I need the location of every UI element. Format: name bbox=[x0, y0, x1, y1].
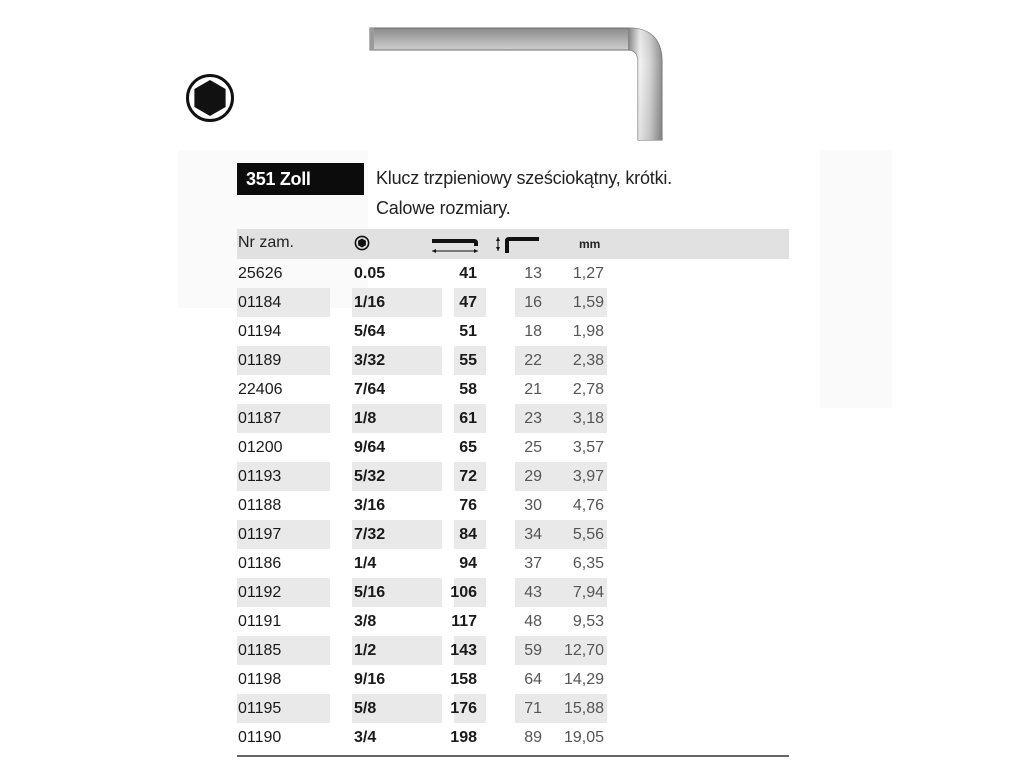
cell-inch-size: 3/16 bbox=[354, 497, 386, 514]
cell-order-number: 01188 bbox=[238, 497, 282, 514]
cell-order-number: 01193 bbox=[238, 468, 282, 485]
cell-short-arm-length: 34 bbox=[524, 526, 542, 543]
cell-inch-size: 3/4 bbox=[354, 729, 377, 746]
cell-short-arm-length: 48 bbox=[524, 613, 542, 630]
cell-order-number: 25626 bbox=[238, 265, 283, 282]
cell-long-arm-length: 158 bbox=[450, 671, 477, 688]
cell-short-arm-length: 64 bbox=[524, 671, 542, 688]
cell-inch-size: 5/8 bbox=[354, 700, 377, 717]
cell-mm-size: 3,18 bbox=[572, 410, 604, 427]
hex-socket-icon bbox=[185, 73, 235, 123]
cell-short-arm-length: 25 bbox=[524, 439, 542, 456]
cell-long-arm-length: 106 bbox=[450, 584, 477, 601]
cell-mm-size: 2,38 bbox=[572, 352, 604, 369]
table-row bbox=[237, 694, 789, 723]
cell-short-arm-length: 71 bbox=[524, 700, 542, 717]
cell-inch-size: 1/8 bbox=[354, 410, 377, 427]
cell-inch-size: 1/2 bbox=[354, 642, 377, 659]
short-arm-length-icon bbox=[495, 233, 541, 260]
cell-inch-size: 3/8 bbox=[354, 613, 377, 630]
table-row bbox=[237, 317, 789, 346]
table-row bbox=[237, 665, 789, 694]
cell-mm-size: 1,59 bbox=[572, 294, 604, 311]
cell-long-arm-length: 176 bbox=[450, 700, 477, 717]
table-row bbox=[237, 636, 789, 665]
table-row bbox=[237, 549, 789, 578]
table-row bbox=[237, 462, 789, 491]
cell-long-arm-length: 61 bbox=[459, 410, 477, 427]
cell-inch-size: 9/16 bbox=[354, 671, 386, 688]
cell-short-arm-length: 89 bbox=[524, 729, 542, 746]
cell-order-number: 22406 bbox=[238, 381, 283, 398]
cell-inch-size: 1/4 bbox=[354, 555, 377, 572]
cell-inch-size: 5/64 bbox=[354, 323, 386, 340]
cell-short-arm-length: 21 bbox=[524, 381, 542, 398]
cell-mm-size: 5,56 bbox=[572, 526, 604, 543]
header-mm: mm bbox=[579, 237, 601, 251]
table-row bbox=[237, 578, 789, 607]
table-row bbox=[237, 520, 789, 549]
cell-order-number: 01194 bbox=[238, 323, 282, 340]
cell-mm-size: 6,35 bbox=[572, 555, 604, 572]
cell-long-arm-length: 65 bbox=[459, 439, 477, 456]
table-body bbox=[237, 259, 789, 752]
table-bottom-rule bbox=[237, 755, 789, 757]
cell-short-arm-length: 43 bbox=[524, 584, 542, 601]
cell-long-arm-length: 117 bbox=[451, 613, 477, 630]
cell-long-arm-length: 143 bbox=[450, 642, 477, 659]
table-row bbox=[237, 491, 789, 520]
cell-order-number: 01200 bbox=[238, 439, 283, 456]
cell-order-number: 01189 bbox=[238, 352, 282, 369]
product-description: Klucz trzpieniowy sześciokątny, krótki. bbox=[376, 168, 672, 188]
cell-order-number: 01198 bbox=[238, 671, 282, 688]
cell-mm-size: 12,70 bbox=[563, 642, 604, 659]
cell-mm-size: 1,98 bbox=[572, 323, 604, 340]
cell-short-arm-length: 30 bbox=[524, 497, 542, 514]
table-row bbox=[237, 607, 789, 636]
cell-inch-size: 5/16 bbox=[354, 584, 386, 601]
cell-order-number: 01191 bbox=[238, 613, 282, 630]
cell-long-arm-length: 76 bbox=[459, 497, 477, 514]
table-row bbox=[237, 288, 789, 317]
cell-long-arm-length: 41 bbox=[459, 265, 477, 282]
hex-size-icon bbox=[354, 235, 370, 256]
cell-mm-size: 1,27 bbox=[572, 265, 604, 282]
cell-mm-size: 4,76 bbox=[572, 497, 604, 514]
product-code-badge: 351 Zoll bbox=[237, 163, 364, 195]
cell-mm-size: 7,94 bbox=[572, 584, 604, 601]
cell-order-number: 01192 bbox=[238, 584, 282, 601]
cell-mm-size: 3,57 bbox=[572, 439, 604, 456]
cell-long-arm-length: 198 bbox=[450, 729, 477, 746]
cell-short-arm-length: 16 bbox=[524, 294, 542, 311]
cell-inch-size: 7/64 bbox=[354, 381, 386, 398]
table-row bbox=[237, 375, 789, 404]
cell-long-arm-length: 47 bbox=[459, 294, 477, 311]
header-order-number: Nr zam. bbox=[238, 234, 294, 251]
cell-short-arm-length: 37 bbox=[524, 555, 542, 572]
cell-short-arm-length: 13 bbox=[524, 265, 542, 282]
cell-mm-size: 9,53 bbox=[572, 613, 604, 630]
cell-mm-size: 2,78 bbox=[572, 381, 604, 398]
cell-order-number: 01187 bbox=[238, 410, 282, 427]
cell-long-arm-length: 94 bbox=[459, 555, 477, 572]
cell-order-number: 01184 bbox=[238, 294, 282, 311]
cell-short-arm-length: 23 bbox=[524, 410, 542, 427]
table-row bbox=[237, 404, 789, 433]
product-size-note: Calowe rozmiary. bbox=[376, 198, 511, 218]
hex-key-illustration bbox=[366, 12, 676, 152]
cell-order-number: 01186 bbox=[238, 555, 282, 572]
cell-order-number: 01190 bbox=[238, 729, 282, 746]
cell-order-number: 01195 bbox=[238, 700, 282, 717]
table-row bbox=[237, 723, 789, 752]
long-arm-length-icon bbox=[430, 235, 482, 260]
cell-mm-size: 3,97 bbox=[572, 468, 604, 485]
table-header bbox=[237, 229, 789, 259]
table-row bbox=[237, 346, 789, 375]
cell-inch-size: 9/64 bbox=[354, 439, 386, 456]
spec-table bbox=[237, 229, 789, 757]
cell-short-arm-length: 18 bbox=[524, 323, 542, 340]
cell-order-number: 01197 bbox=[238, 526, 282, 543]
cell-short-arm-length: 59 bbox=[524, 642, 542, 659]
background-panel-right bbox=[820, 150, 892, 408]
cell-long-arm-length: 58 bbox=[459, 381, 477, 398]
cell-long-arm-length: 84 bbox=[459, 526, 477, 543]
cell-long-arm-length: 72 bbox=[459, 468, 477, 485]
cell-long-arm-length: 55 bbox=[459, 352, 477, 369]
cell-inch-size: 7/32 bbox=[354, 526, 386, 543]
table-row bbox=[237, 259, 789, 288]
cell-mm-size: 19,05 bbox=[563, 729, 604, 746]
cell-order-number: 01185 bbox=[238, 642, 282, 659]
table-row bbox=[237, 433, 789, 462]
cell-inch-size: 1/16 bbox=[354, 294, 386, 311]
cell-inch-size: 0.05 bbox=[354, 265, 386, 282]
cell-short-arm-length: 29 bbox=[524, 468, 542, 485]
cell-long-arm-length: 51 bbox=[459, 323, 477, 340]
cell-mm-size: 14,29 bbox=[563, 671, 604, 688]
cell-inch-size: 3/32 bbox=[354, 352, 386, 369]
cell-inch-size: 5/32 bbox=[354, 468, 386, 485]
cell-mm-size: 15,88 bbox=[563, 700, 604, 717]
cell-short-arm-length: 22 bbox=[524, 352, 542, 369]
